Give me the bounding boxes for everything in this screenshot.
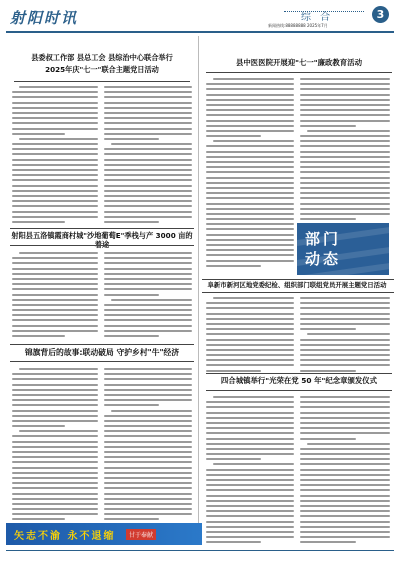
article-headline-a[interactable]: 县委叔工作部 县总工会 县综治中心联合举行 [31,53,173,62]
masthead-rule [6,31,394,33]
headline-rule [202,292,394,293]
department-news-badge [297,223,389,275]
masthead-meta: 新闻热线:88888888 2025年7月 [268,23,328,28]
article-body-d-col2 [104,368,192,524]
headline-rule [206,390,392,391]
newspaper-logo: 射阳时讯 [10,9,79,27]
article-body-f-col1 [206,297,294,375]
section-name: 综 合 [301,12,334,23]
headline-rule [10,361,194,362]
footer-rule [6,550,394,551]
article-body-c-col2 [104,252,192,340]
headline-rule [10,344,194,345]
headline-rule [206,72,392,73]
article-body-f-col2 [300,297,390,375]
article-body-e-col1 [206,78,294,270]
headline-rule [202,279,394,280]
page-number-badge: 3 [372,6,389,23]
headline-rule [10,245,194,246]
headline-rule [10,228,194,229]
article-body-e-col2 [300,78,390,223]
article-body-ab-col2 [104,86,192,226]
article-body-ab-col1 [12,86,98,226]
article-body-g-col2 [300,396,390,546]
article-headline-e[interactable]: 县中医医院开展迎"七一"廉政教育活动 [236,58,362,67]
ad-slogan: 矢志不渝 永不退缩 [14,531,116,542]
article-headline-g[interactable]: 四合城镇举行"光荣在党 50 年"纪念章颁发仪式 [220,376,378,385]
article-body-c-col1 [12,252,98,340]
article-headline-c[interactable]: 射阳县五洛镇霞商村城"沙地葡萄E"季栈与产 3000 亩的 [11,231,193,240]
department-label-line2: 动态 [305,250,342,268]
ad-banner-image[interactable] [6,523,202,545]
article-headline-d[interactable]: 锦旗背后的故事:联动破局 守护乡村"牛"经济 [24,348,180,357]
masthead [6,5,394,31]
article-body-g-col1 [206,396,294,546]
ad-tag: 甘于奉献 [126,529,156,540]
article-headline-b[interactable]: 2025年庆"七一"联合主题党日活动 [45,65,159,74]
article-body-d-col1 [12,368,98,524]
headline-rule [14,81,190,82]
column-divider [198,36,199,541]
headline-rule [206,373,392,374]
article-headline-f[interactable]: 阜新市新河区地党委纪检、组织部门联组党员开展主题党日活动 [207,281,387,289]
department-label-line1: 部门 [305,230,342,248]
